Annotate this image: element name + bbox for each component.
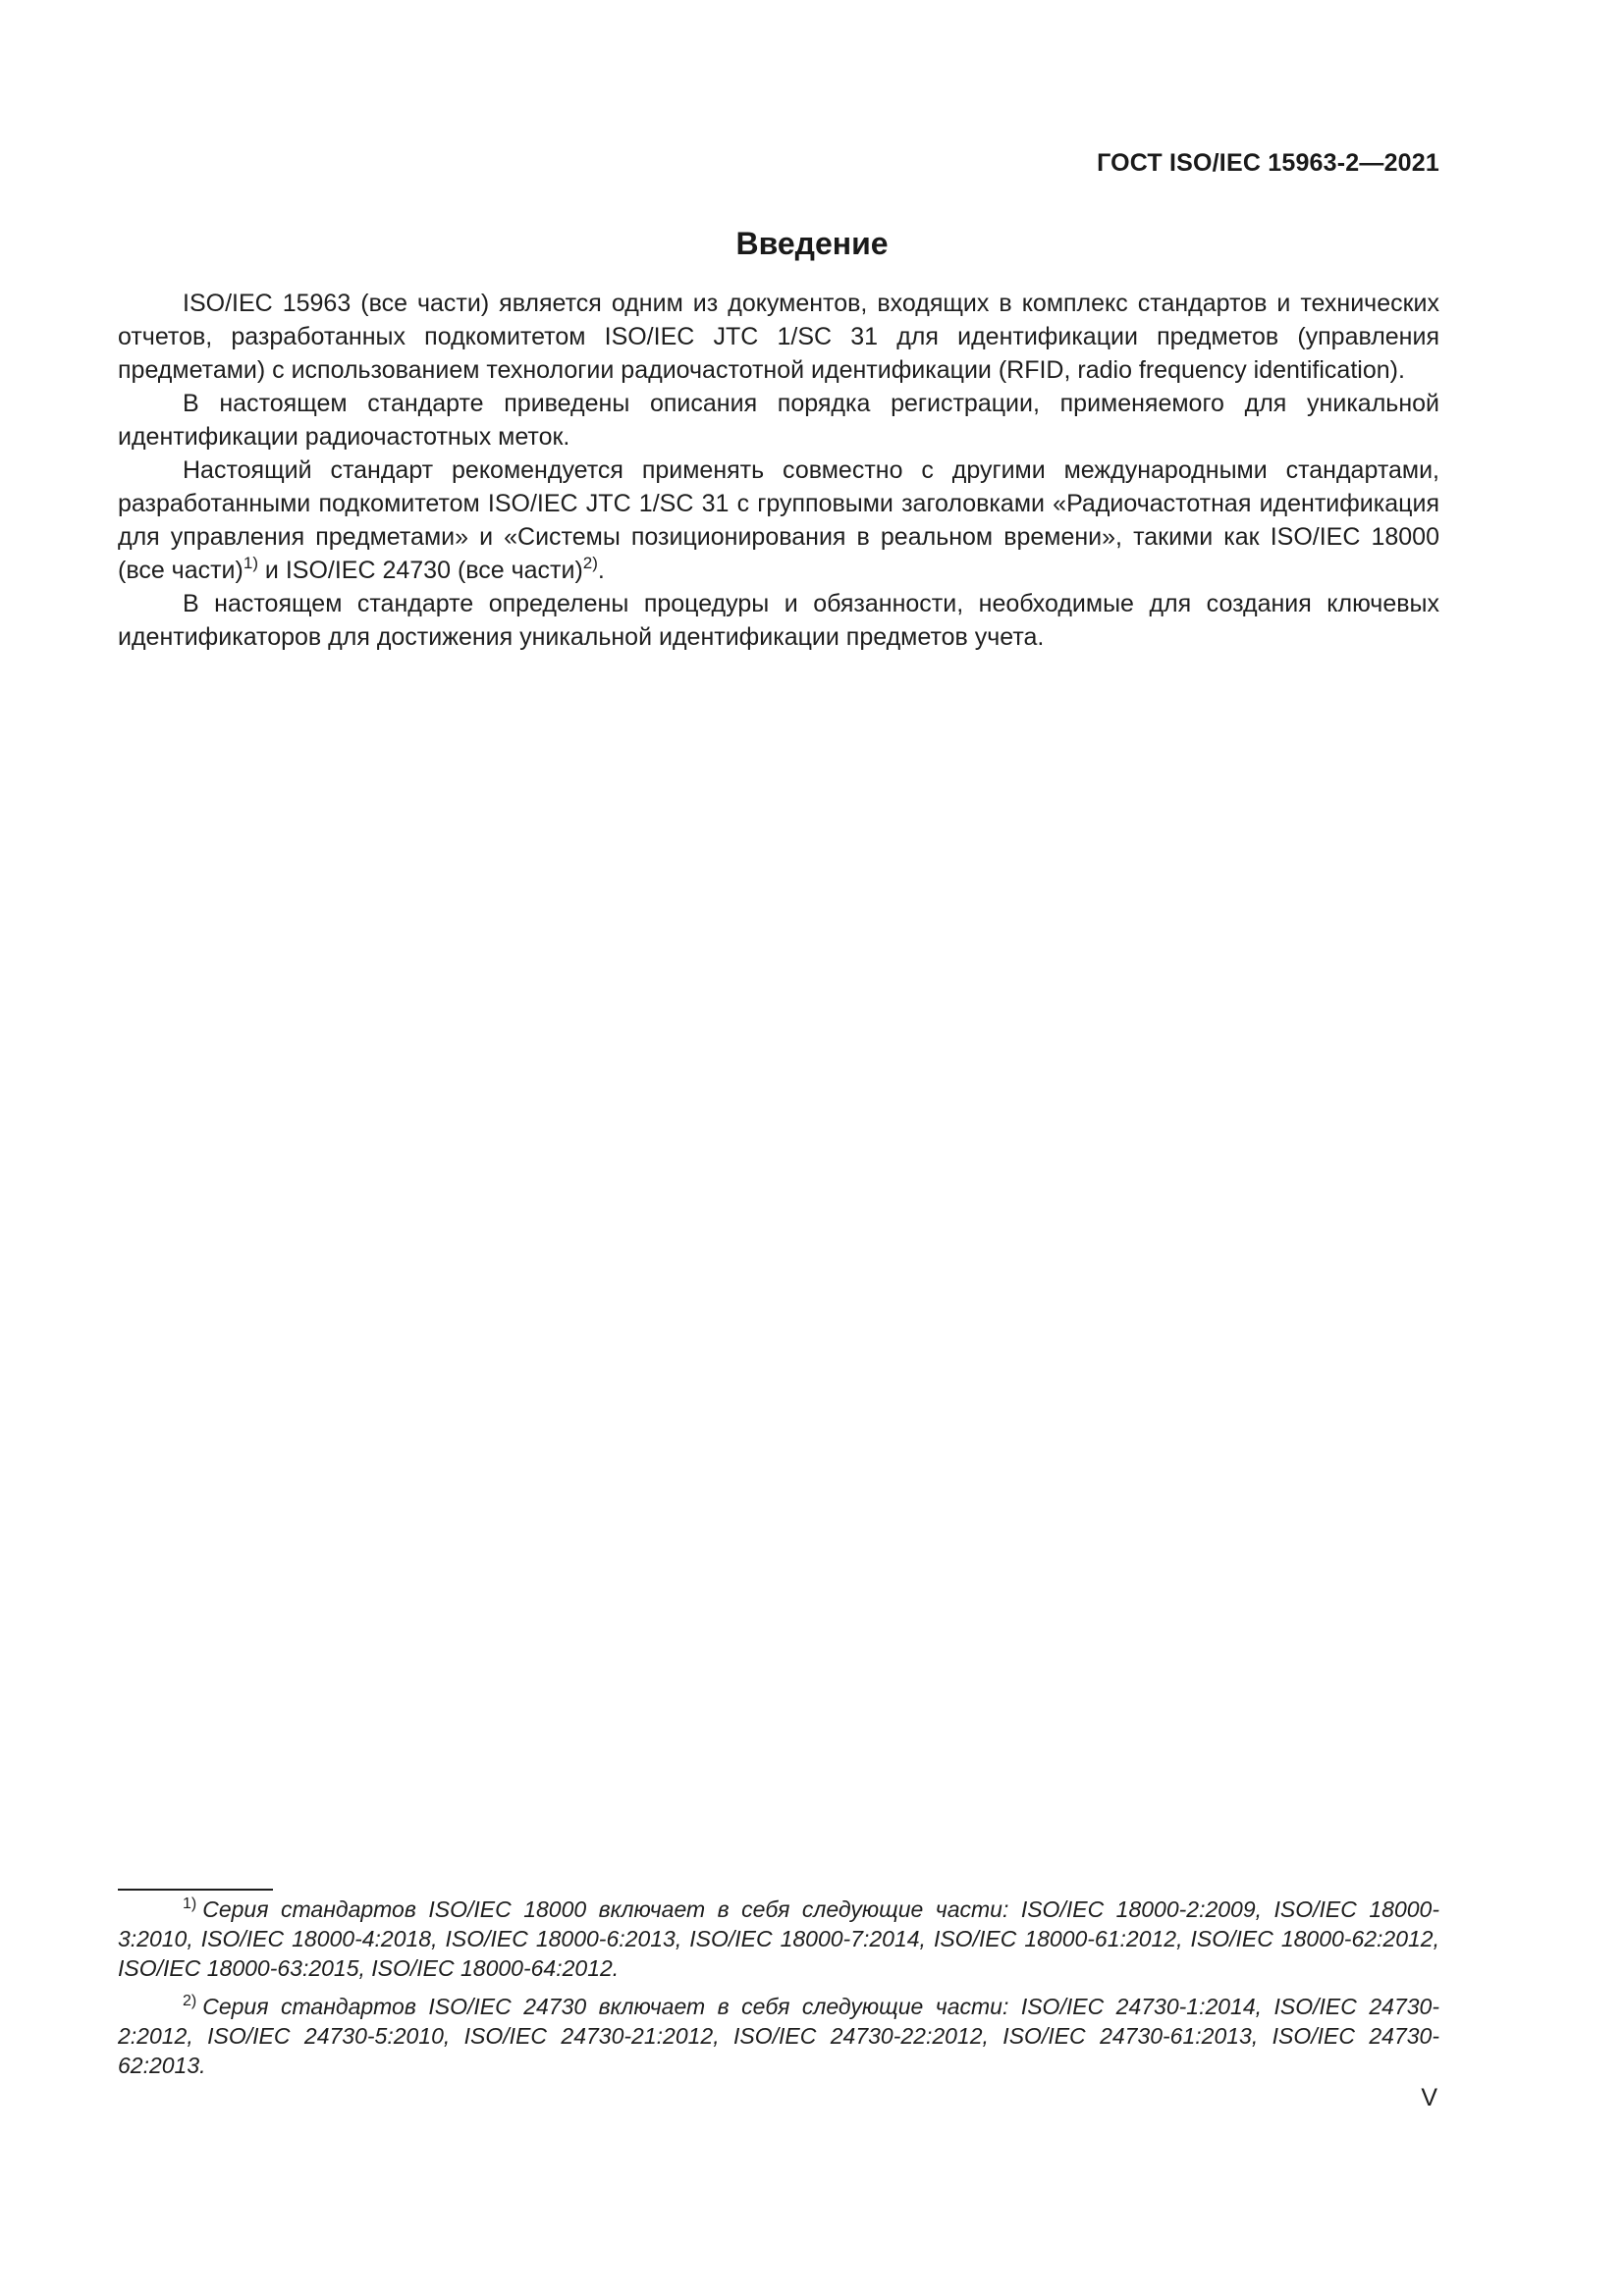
paragraph-4: В настоящем стандарте определены процедуры и обязанности, необходимые для создания ключевых идентификаторов для достижения уникальной идентификации предметов учета. [118,590,1439,651]
paragraph-3-text-c: . [597,557,605,584]
footnote-1 [118,1895,1439,1983]
footnote-2-text: Серия стандартов ISO/IEC 24730 включает в себя следующие части: ISO/IEC 24730-1:2014, ISO/IEC 24730-2:2012, ISO/IEC 24730-5:2010, ISO/IEC 24730-21:2012, ISO/IEC 24730-22:2012, ISO/IEC 24730-61:2013, ISO/IEC 24730-62:2013. [118,1994,1439,2078]
paragraph-1: ISO/IEC 15963 (все части) является одним из документов, входящих в комплекс стандартов и технических отчетов, разработанных подкомитетом ISO/IEC JTC 1/SC 31 для идентификации предметов (управления предметами) с использованием технологии радиочастотной идентификации (RFID, radio frequency identification). [118,290,1439,384]
section-title: Введение [735,226,889,261]
footnote-1-mark: 1) [183,1896,197,1912]
paragraph-3 [118,454,1439,587]
paragraph-3-text-b: и ISO/IEC 24730 (все части) [257,557,583,584]
footnote-2-mark: 2) [183,1993,197,2009]
footnote-ref-1[interactable]: 1) [243,554,258,572]
footnote-ref-2[interactable]: 2) [582,554,598,572]
paragraph-3-text-a: Настоящий стандарт рекомендуется применять совместно с другими международными стандартами, разработанными подкомитетом ISO/IEC JTC 1/SC 31 с групповыми заголовками «Радиочастотная идентификация для управления предметами» и «Системы позиционирования в реальном времени», такими как ISO/IEC 18000 (все части) [118,456,1439,584]
page-number: V [1421,2084,1437,2111]
footnote-separator [118,1889,273,1891]
footnote-1-text: Серия стандартов ISO/IEC 18000 включает в себя следующие части: ISO/IEC 18000-2:2009, ISO/IEC 18000-3:2010, ISO/IEC 18000-4:2018, ISO/IEC 18000-6:2013, ISO/IEC 18000-7:2014, ISO/IEC 18000-61:2012, ISO/IEC 18000-62:2012, ISO/IEC 18000-63:2015, ISO/IEC 18000-64:2012. [118,1896,1439,1981]
footnote-2 [118,1992,1439,2080]
document-code-header: ГОСТ ISO/IEC 15963-2—2021 [1097,149,1439,177]
footnotes [118,1895,1439,2089]
paragraph-2: В настоящем стандарте приведены описания порядка регистрации, применяемого для уникальной идентификации радиочастотных меток. [118,390,1439,451]
introduction-body [118,287,1439,654]
